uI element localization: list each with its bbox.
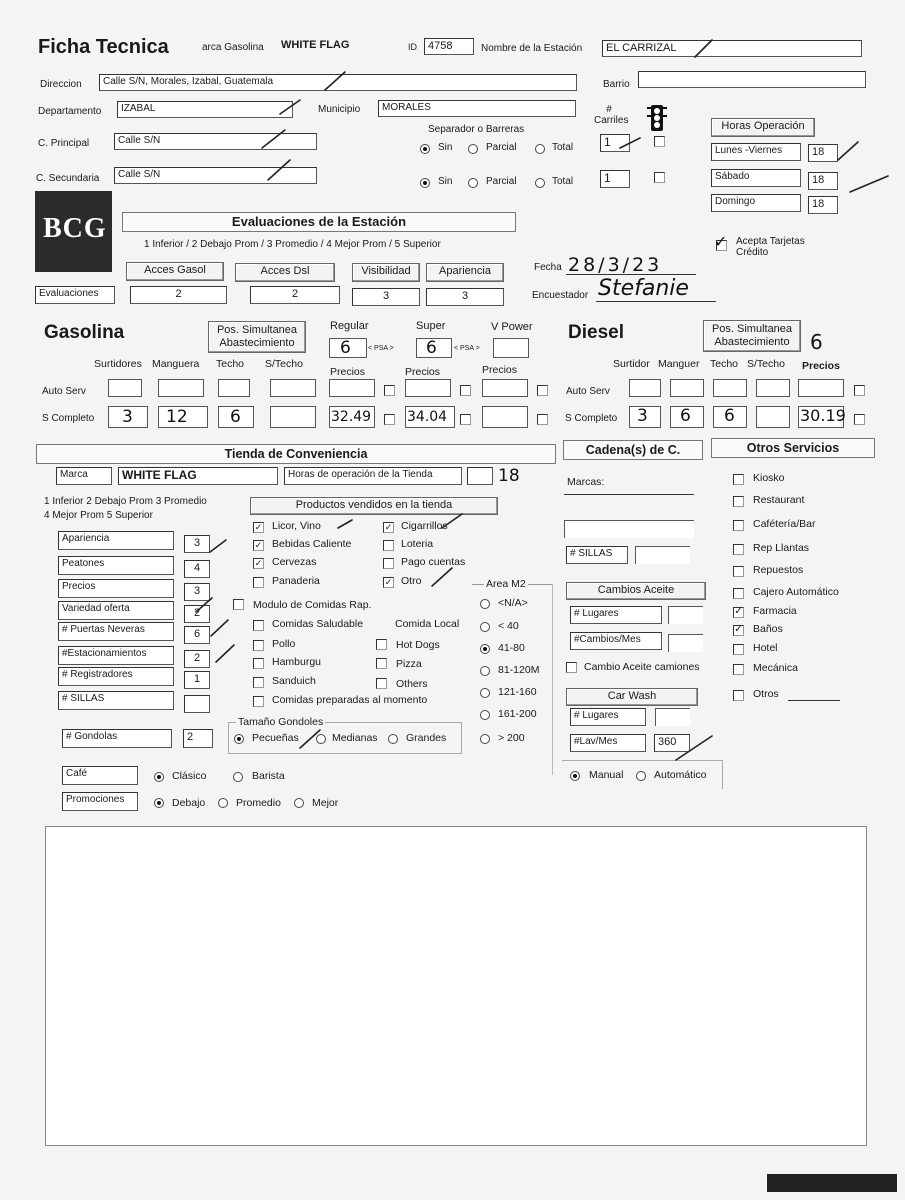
tienda-title: Tienda de Conveniencia [36,444,556,464]
gondolas-field[interactable]: 2 [183,729,213,748]
super-value: 6 [426,338,437,358]
principal-sin-label: Sin [438,142,453,153]
carwash-manual-label: Manual [589,769,624,781]
dsl-sc-manguer: 6 [680,406,691,426]
promo-mejor-label: Mejor [312,797,339,809]
acces-gasol-label: Acces Gasol [126,262,224,281]
area-option-label: 161-200 [498,708,537,720]
comida-label: Comidas Saludable [272,618,364,630]
otros-label: Repuestos [753,564,804,576]
gas-sc-manguera: 12 [166,407,188,427]
cambios-mes-label: #Cambios/Mes [570,632,662,650]
comida-label: Others [396,678,428,690]
productos-title: Productos vendidos en la tienda [250,497,498,515]
id-label: ID [408,42,417,52]
otros-checkbox[interactable]: ✓ [734,624,743,635]
rating-label: Peatones [58,556,174,575]
gas-sc-techo: 6 [230,407,241,427]
rating-label: Apariencia [58,531,174,550]
super-label: Super [416,320,446,332]
dsl-col-surtidor: Surtidor [613,358,650,370]
promo-promedio-label: Promedio [236,797,281,809]
form-title: Ficha Tecnica [38,36,169,58]
dsl-sc-techo: 6 [724,406,735,426]
encuestador-label: Encuestador [532,290,589,301]
apariencia-field[interactable]: 3 [426,288,504,306]
carriles-principal-field[interactable]: 1 [600,134,630,152]
rating-label: # SILLAS [58,691,174,710]
cadena-sillas-label: # SILLAS [566,546,628,564]
acces-dsl-label: Acces Dsl [235,263,335,282]
separador-label: Separador o Barreras [428,124,525,135]
dsl-s-completo-label: S Completo [565,413,618,424]
otros-label: Mecánica [753,662,798,674]
rating-field[interactable]: 3 [184,583,210,601]
carriles-label: # Carriles [594,104,629,126]
super-psa-tag: < PSA > [454,345,480,352]
departamento-field[interactable]: IZABAL [117,101,293,118]
comida-label: Hamburgu [272,656,322,668]
domingo-field[interactable]: 18 [808,196,838,214]
gas-s-completo-label: S Completo [42,413,95,424]
otros-label: Restaurant [753,494,805,506]
lav-mes-field[interactable]: 360 [654,734,690,752]
dsl-auto-serv-label: Auto Serv [566,386,610,397]
acces-gasol-field[interactable]: 2 [130,286,227,304]
sabado-label: Sábado [711,169,801,187]
lunes-viernes-label: Lunes -Viernes [711,143,801,161]
cambio-camiones-label: Cambio Aceite camiones [584,661,700,673]
apariencia-label: Apariencia [426,263,504,282]
area-option-label: 121-160 [498,686,537,698]
cafe-barista-label: Barista [252,770,285,782]
regular-value: 6 [340,338,351,358]
departamento-label: Departamento [38,106,102,117]
gas-precios-vpower-label: Precios [482,364,518,376]
gas-sc-surtidores: 3 [122,407,133,427]
area-option-label: 81-120M [498,664,540,676]
producto-label: Cigarrillos [401,520,448,532]
cafe-label: Café [62,766,138,785]
comida-label: Pollo [272,638,296,650]
marca-gasolina-field[interactable]: WHITE FLAG [281,39,350,51]
carwash-automatico-label: Automático [654,769,707,781]
acces-dsl-field[interactable]: 2 [250,286,340,304]
rating-field[interactable]: 2 [184,605,210,623]
rating-field[interactable]: 4 [184,560,210,578]
gas-col-techo: Techo [216,358,245,370]
regular-label: Regular [330,320,369,332]
horas-operacion-title: Horas Operación [711,118,815,137]
area-option-label: <N/A> [498,597,528,609]
comida-label: Comidas preparadas al momento [272,694,428,706]
gasolina-title: Gasolina [44,322,125,343]
estacion-field[interactable]: EL CARRIZAL [602,40,862,57]
visibilidad-field[interactable]: 3 [352,288,420,306]
dsl-col-manguer: Manguer [658,358,700,370]
tienda-horas-value: 18 [498,466,520,486]
rating-label: Precios [58,579,174,598]
gas-sc-precio-super: 34.04 [407,409,448,425]
regular-psa-tag: < PSA > [368,345,394,352]
tienda-scale-2: 4 Mejor Prom 5 Superior [44,510,153,521]
producto-label: Cervezas [272,556,317,568]
area-label: Area M2 [486,578,526,590]
dsl-col-stecho: S/Techo [747,358,785,370]
rating-field[interactable]: 6 [184,626,210,644]
encuestador-value[interactable]: Stefanie [598,276,689,301]
direccion-field[interactable]: Calle S/N, Morales, Izabal, Guatemala [99,74,577,91]
producto-checkbox[interactable]: ✓ [254,558,263,568]
gas-col-stecho: S/Techo [265,358,303,370]
sabado-field[interactable]: 18 [808,172,838,190]
acepta-tarjetas-label: Acepta Tarjetas Crédito [736,236,805,258]
secundaria-total-label: Total [552,176,574,187]
car-wash-title: Car Wash [566,688,698,706]
promo-debajo-label: Debajo [172,797,206,809]
cadena-marcas-label: Marcas: [567,476,605,488]
evaluaciones-title: Evaluaciones de la Estación [122,212,516,232]
otros-checkbox[interactable]: ✓ [734,606,743,617]
cafe-clasico-label: Clásico [172,770,207,782]
principal-parcial-label: Parcial [486,142,517,153]
producto-label: Panaderia [272,575,320,587]
producto-label: Otro [401,575,422,587]
otros-label: Cajero Automático [753,586,839,598]
otros-label: Farmacia [753,605,797,617]
evaluaciones-scale: 1 Inferior / 2 Debajo Prom / 3 Promedio / 4 Mejor Prom / 5 Superior [144,239,441,250]
otros-label: Kiosko [753,472,785,484]
producto-checkbox[interactable]: ✓ [384,522,393,532]
carwash-lugares-label: # Lugares [570,708,646,726]
area-option-label: < 40 [498,620,519,632]
otros-label: Hotel [753,642,778,654]
area-option-label: 41-80 [498,642,525,654]
gondola-pequenas-label: Pecueñas [252,732,299,744]
secundaria-parcial-label: Parcial [486,176,517,187]
barrio-label: Barrio [603,79,630,90]
evaluaciones-label: Evaluaciones [35,286,115,304]
carriles-secundaria-field[interactable]: 1 [600,170,630,188]
gondola-grandes-label: Grandes [406,732,447,744]
tienda-marca-field[interactable]: WHITE FLAG [118,467,278,485]
promociones-label: Promociones [62,792,138,811]
tienda-marca-label: Marca [56,467,112,485]
rating-label: Variedad oferta [58,601,174,620]
comida-label: Sanduich [272,675,316,687]
rating-label: # Puertas Neveras [58,622,174,641]
otros-label: Rep Llantas [753,542,810,554]
gas-col-manguera: Manguera [152,358,200,370]
c-principal-field[interactable]: Calle S/N [114,133,317,150]
modulo-comidas-label: Modulo de Comidas Rap. [253,599,372,611]
dsl-sc-precio: 30.19 [800,406,846,425]
producto-checkbox[interactable]: ✓ [254,522,263,532]
id-field[interactable]: 4758 [424,38,474,55]
tienda-scale-1: 1 Inferior 2 Debajo Prom 3 Promedio [44,496,207,507]
diesel-title: Diesel [568,322,624,343]
c-principal-label: C. Principal [38,138,90,149]
fecha-label: Fecha [534,262,562,273]
observaciones-area[interactable] [45,826,867,1146]
producto-label: Loteria [401,538,434,550]
comida-label: Pizza [396,658,422,670]
rating-label: #Estacionamientos [58,646,174,665]
gas-precios-regular-label: Precios [330,366,366,378]
c-secundaria-field[interactable]: Calle S/N [114,167,317,184]
gas-auto-serv-label: Auto Serv [42,386,86,397]
corner-shadow [767,1174,897,1192]
dsl-sc-surtidor: 3 [637,406,648,426]
direccion-label: Direccion [40,79,82,90]
gasolina-pos-simultanea: Pos. Simultanea Abastecimiento [208,321,306,353]
estacion-label: Nombre de la Estación [481,43,583,54]
rating-field[interactable]: 2 [184,650,210,668]
comida-local-label: Comida Local [395,618,460,630]
rating-label: # Registradores [58,667,174,686]
fecha-value[interactable]: 28/3/23 [568,254,663,276]
diesel-pos-value[interactable]: 6 [810,330,823,354]
municipio-field[interactable]: MORALES [378,100,576,117]
domingo-label: Domingo [711,194,801,212]
gas-precios-super-label: Precios [405,366,441,378]
cambios-aceite-title: Cambios Aceite [566,582,706,600]
gas-sc-precio-regular: 32.49 [331,409,372,425]
producto-label: Licor, Vino [272,520,321,532]
municipio-label: Municipio [318,104,361,115]
gas-col-surtidores: Surtidores [94,358,142,370]
tamano-gondolas-label: Tamaño Gondoles [238,716,324,728]
c-secundaria-label: C. Secundaria [36,173,100,184]
gondola-medianas-label: Medianas [332,732,378,744]
vpower-label: V Power [491,321,533,333]
area-option-label: > 200 [498,732,525,744]
tienda-horas-label: Horas de operación de la Tienda [284,467,462,485]
acepta-tarjetas-check-mark: ✓ [714,232,728,251]
otros-label: Baños [753,623,783,635]
gondolas-label: # Gondolas [62,729,172,748]
lunes-viernes-field[interactable]: 18 [808,144,838,162]
cadena-title: Cadena(s) de C. [563,440,703,460]
producto-checkbox[interactable]: ✓ [254,540,263,550]
otros-label: Cafétería/Bar [753,518,816,530]
visibilidad-label: Visibilidad [352,263,420,282]
lav-mes-label: #Lav/Mes [570,734,646,752]
diesel-pos-simultanea: Pos. Simultanea Abastecimiento [703,320,801,352]
rating-field[interactable]: 1 [184,671,210,689]
secundaria-sin-label: Sin [438,176,453,187]
principal-total-label: Total [552,142,574,153]
producto-label: Bebidas Caliente [272,538,352,550]
rating-field[interactable]: 3 [184,535,210,553]
bcg-logo-text: BCG [43,213,107,244]
producto-label: Pago cuentas [401,556,466,568]
dsl-precios-label: Precios [802,360,840,372]
cambios-lugares-label: # Lugares [570,606,662,624]
comida-label: Hot Dogs [396,639,440,651]
dsl-col-techo: Techo [710,358,739,370]
otros-label: Otros [753,688,779,700]
marca-gasolina-label: arca Gasolina [202,42,264,53]
otros-servicios-title: Otros Servicios [711,438,875,458]
producto-checkbox[interactable]: ✓ [384,577,393,587]
